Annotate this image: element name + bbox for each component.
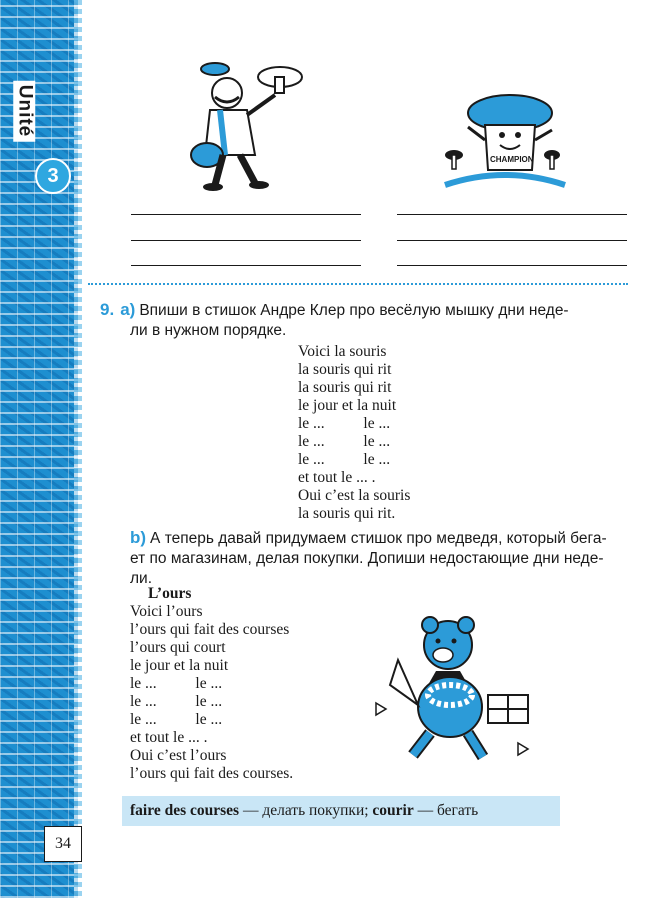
- part-b-text-line3: ли.: [130, 570, 153, 587]
- poem-line: la souris qui rit: [298, 379, 392, 396]
- shopping-bear-illustration: [368, 615, 543, 770]
- part-a-letter: a): [120, 300, 136, 319]
- glossary-definition-2: бегать: [437, 802, 479, 819]
- section-divider: [88, 283, 628, 285]
- poem-line: le ... le ...: [298, 433, 391, 450]
- mushroom-hat-label: CHAMPION: [490, 155, 534, 164]
- poem-line: Oui c’est la souris: [298, 487, 411, 504]
- poem-ours: [130, 585, 293, 783]
- poem-line: Voici l’ours: [130, 603, 203, 620]
- glossary-dash: —: [413, 802, 437, 819]
- poem-line: l’ours qui court: [130, 639, 226, 656]
- unit-number-badge: 3: [35, 158, 71, 194]
- writing-line: [397, 214, 627, 215]
- poem-line: le ... le ...: [130, 675, 223, 692]
- writing-line: [131, 214, 361, 215]
- poem-line: le ... le ...: [298, 415, 391, 432]
- writing-line: [397, 265, 627, 266]
- writing-line: [131, 265, 361, 266]
- poem-line: et tout le ... .: [298, 469, 376, 486]
- poem-line: et tout le ... .: [130, 729, 208, 746]
- glossary-term-1: faire des courses: [130, 802, 240, 819]
- poem-line: la souris qui rit: [298, 361, 392, 378]
- part-b-text: А теперь давай придумаем стишок про медведя, который бега-: [150, 530, 607, 547]
- poem-line: l’ours qui fait des courses: [130, 621, 290, 638]
- poem-line: Voici la souris: [298, 343, 387, 360]
- part-a-text: Впиши в стишок Андре Клер про весёлую мышку дни неде-: [139, 302, 569, 319]
- poem-line: le ... le ...: [130, 693, 223, 710]
- task-number: 9.: [100, 300, 115, 319]
- champion-mushroom-illustration: [440, 85, 570, 190]
- poem-line: le jour et la nuit: [130, 657, 229, 674]
- glossary-dash: —: [239, 802, 263, 819]
- glossary-term-2: courir: [372, 802, 414, 819]
- unit-marker: [14, 60, 68, 200]
- glossary-box: [122, 796, 560, 826]
- poem-line: l’ours qui fait des courses.: [130, 765, 294, 782]
- glossary-definition-1: делать покупки;: [262, 802, 369, 819]
- part-b-text-line2: ет по магазинам, делая покупки. Допиши недостающие дни неде-: [130, 550, 604, 567]
- task-9b-instruction: [130, 528, 632, 589]
- poem-line: le ... le ...: [130, 711, 223, 728]
- poem-souris: [298, 343, 410, 523]
- poem-line: la souris qui rit.: [298, 505, 396, 522]
- task-9a-instruction: [100, 300, 630, 341]
- part-b-letter: b): [130, 528, 147, 547]
- writing-line: [397, 240, 627, 241]
- unit-label: Unité: [13, 81, 35, 142]
- poem-line: le ... le ...: [298, 451, 391, 468]
- writing-line: [131, 240, 361, 241]
- page-number: 34: [44, 826, 82, 862]
- poem-title: L’ours: [148, 585, 192, 602]
- part-a-text-line2: ли в нужном порядке.: [130, 322, 287, 339]
- poem-line: Oui c’est l’ours: [130, 747, 227, 764]
- mushroom-picker-illustration: [185, 55, 305, 195]
- poem-line: le jour et la nuit: [298, 397, 397, 414]
